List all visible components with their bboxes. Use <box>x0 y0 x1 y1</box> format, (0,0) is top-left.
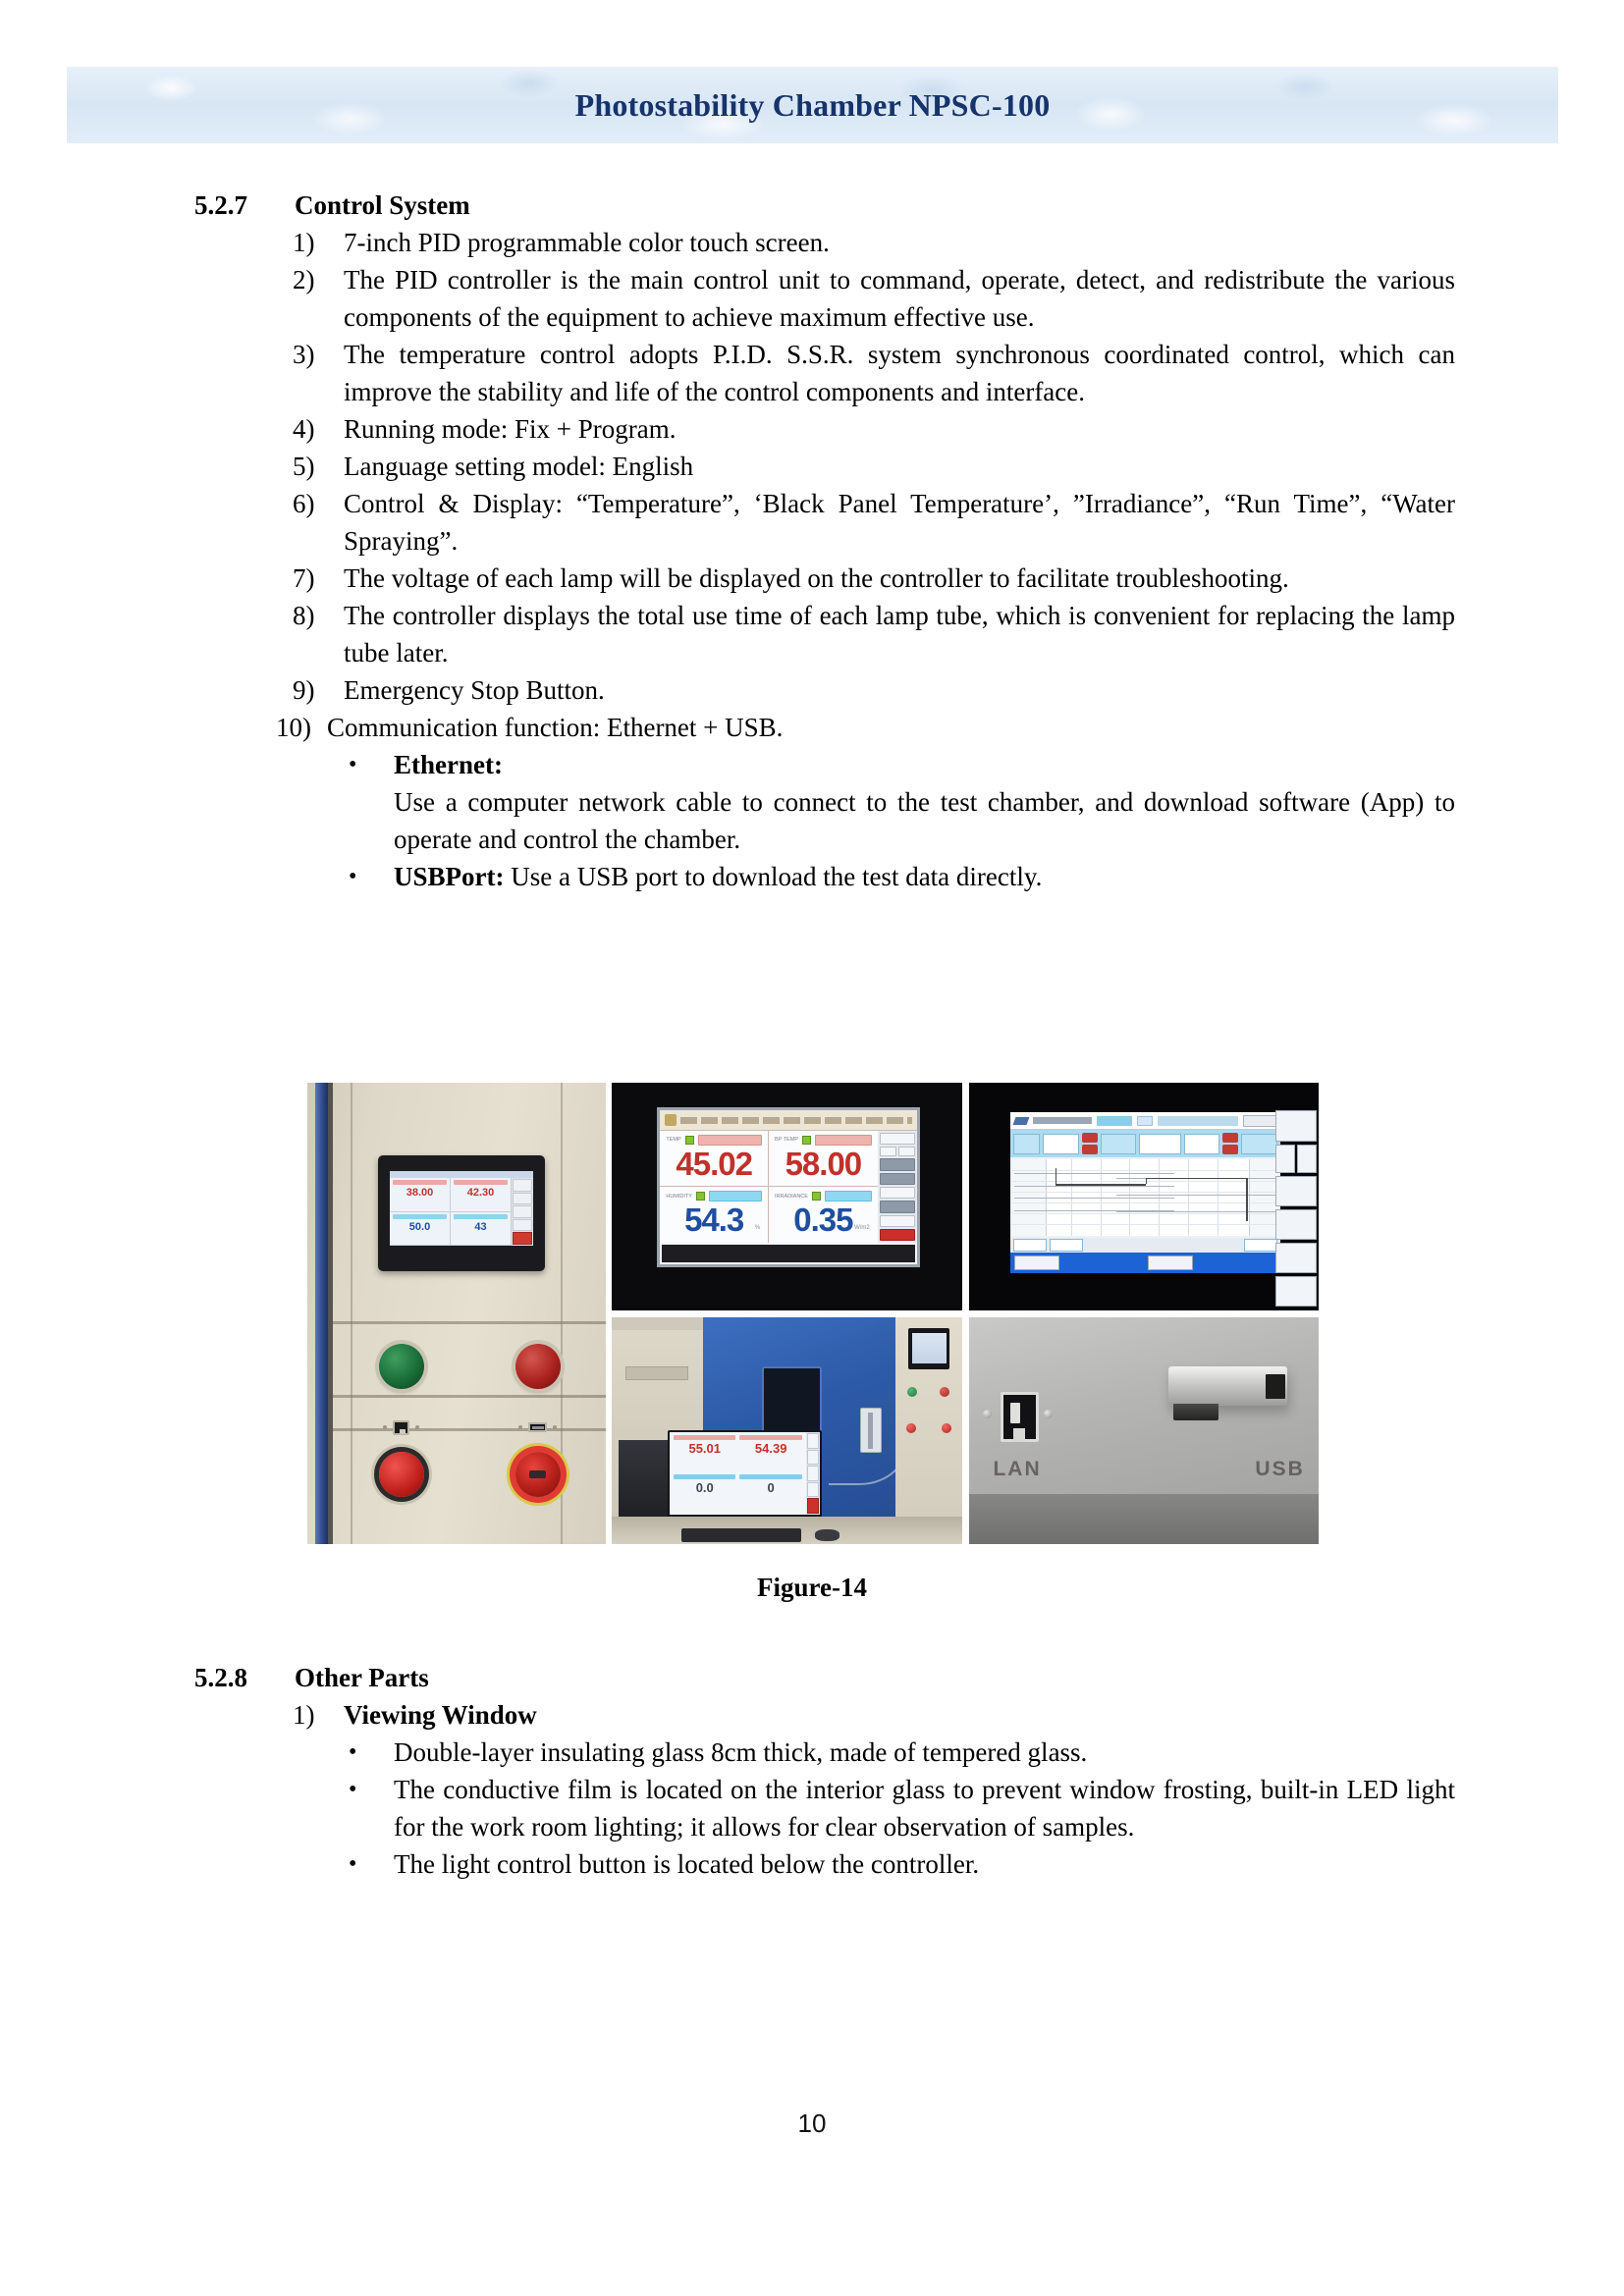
rj45-contact <box>1010 1403 1020 1423</box>
panel-touchscreen[interactable] <box>390 1171 533 1246</box>
chamber-touchscreen[interactable] <box>908 1328 949 1369</box>
mini-button[interactable] <box>513 1193 532 1205</box>
trend-footer-bar <box>1010 1238 1280 1253</box>
bullet-text <box>394 746 1455 783</box>
trend-chart-plot <box>1012 1159 1278 1236</box>
hmi-setpoint-field[interactable] <box>709 1191 762 1201</box>
chart-gridline-horizontal <box>1012 1202 1278 1203</box>
list-text: 7-inch PID programmable color touch screen. <box>344 228 830 257</box>
mini-readout-grid <box>390 1178 512 1246</box>
hmi-device-frame <box>612 1083 962 1310</box>
list-marker: 10) <box>276 713 311 742</box>
mini-setpoint-tag <box>393 1180 447 1185</box>
list-item <box>349 746 1455 783</box>
list-marker: 8) <box>293 601 315 630</box>
page-number: 10 <box>797 2109 827 2138</box>
pc-monitor-screen[interactable] <box>670 1432 820 1515</box>
photo-trend-graph-screen <box>969 1083 1320 1310</box>
pc-button-column <box>806 1432 820 1515</box>
trend-bottom-button[interactable] <box>1148 1255 1193 1270</box>
list-text: The temperature control adopts P.I.D. S.S.R. system synchronous coordinated control, which can improve the stability and life of the control components and interface. <box>344 340 1455 406</box>
mini-button[interactable] <box>513 1219 532 1232</box>
pc-readout-value: 0 <box>767 1480 775 1496</box>
trend-side-button[interactable] <box>1275 1276 1317 1307</box>
pc-setpoint-tag <box>674 1474 735 1479</box>
list-item <box>349 1845 1455 1883</box>
hmi-unit-label: W/m2 <box>854 1225 870 1232</box>
list-item <box>349 1734 1455 1771</box>
trend-refresh-icon[interactable] <box>1137 1116 1153 1126</box>
hmi-readout-label: TEMP <box>666 1137 681 1144</box>
hmi-button-column <box>878 1131 917 1244</box>
screw-icon <box>415 1425 419 1429</box>
section-number: 5.2.8 <box>194 1663 247 1692</box>
pc-readout-grid <box>670 1432 806 1515</box>
figure-caption: Figure-14 <box>757 1573 867 1602</box>
trend-device-frame <box>969 1083 1320 1310</box>
mini-readout <box>390 1178 451 1212</box>
photo-hmi-operation-screen <box>612 1083 962 1310</box>
usb-port-icon[interactable] <box>528 1422 547 1432</box>
hmi-function-button[interactable] <box>880 1215 915 1227</box>
trend-footer-button[interactable] <box>1050 1239 1083 1252</box>
photo-lan-usb-ports <box>969 1317 1320 1545</box>
hmi-nav-button-pair[interactable] <box>880 1147 915 1156</box>
trend-window-button[interactable] <box>1243 1115 1276 1127</box>
bullet-icon: • <box>349 1777 357 1802</box>
figure-row-bottom <box>612 1317 1319 1545</box>
hmi-process-value: 45.02 <box>676 1145 752 1182</box>
trend-side-button[interactable] <box>1275 1110 1317 1141</box>
mini-readout <box>390 1212 451 1247</box>
lan-rj45-port-icon[interactable] <box>1001 1392 1039 1442</box>
lan-port-icon[interactable] <box>393 1420 409 1435</box>
mini-body <box>390 1178 533 1246</box>
trend-arrow-left-button[interactable] <box>1275 1145 1295 1173</box>
status-led-icon <box>802 1136 811 1145</box>
trend-toolbar-field[interactable] <box>1241 1134 1276 1154</box>
hmi-setpoint-field[interactable] <box>815 1135 872 1146</box>
pc-tower <box>619 1440 668 1526</box>
trend-spinner-down-button[interactable] <box>1082 1145 1098 1154</box>
list-item <box>349 783 1455 858</box>
chamber-start-button[interactable] <box>907 1387 917 1397</box>
hmi-process-value: 0.35 <box>793 1201 853 1239</box>
trend-bottom-button[interactable] <box>1014 1255 1059 1270</box>
section-title: Other Parts <box>295 1663 429 1692</box>
chart-trace-segment <box>1246 1178 1248 1221</box>
trend-screen[interactable] <box>1010 1112 1280 1273</box>
chart-axis-tick <box>1116 1211 1275 1212</box>
bullet-text: The light control button is located below the controller. <box>394 1849 980 1879</box>
pc-readout-value: 55.01 <box>688 1441 722 1457</box>
mini-button[interactable] <box>513 1205 532 1218</box>
chart-trace-segment <box>1056 1168 1057 1184</box>
trend-toolbar-field[interactable] <box>1139 1134 1181 1154</box>
list-marker: 6) <box>293 489 315 518</box>
section-title: Control System <box>295 190 470 220</box>
cabinet-port-surface <box>969 1317 1320 1545</box>
cabinet-seam <box>333 1321 606 1324</box>
hmi-nav-left-button[interactable] <box>880 1147 896 1156</box>
list-item <box>293 485 1455 560</box>
list-marker: 1) <box>293 1700 315 1730</box>
trend-arrow-right-button[interactable] <box>1297 1145 1317 1173</box>
trend-spinner-group <box>1082 1133 1098 1154</box>
mouse[interactable] <box>815 1529 839 1541</box>
list-marker: 9) <box>293 675 315 705</box>
section-heading-5-2-7 <box>194 187 1624 224</box>
hmi-readout-bp-temperature <box>769 1131 878 1187</box>
hmi-readout-grid <box>660 1131 877 1244</box>
usb-port-group <box>518 1422 557 1432</box>
list-item <box>276 709 1455 746</box>
trend-toolbar-field[interactable] <box>1101 1134 1136 1154</box>
pc-side-button[interactable] <box>807 1466 819 1481</box>
screw-icon <box>983 1410 992 1418</box>
hmi-process-value: 54.3 <box>684 1201 744 1239</box>
mini-button-column[interactable] <box>512 1178 533 1246</box>
ethernet-description: Use a computer network cable to connect to the test chamber, and download software (App) to operate and control the chamber. <box>394 787 1455 854</box>
screw-icon <box>1044 1410 1053 1418</box>
trend-tab-button[interactable] <box>1097 1116 1132 1126</box>
mini-stop-button[interactable] <box>513 1232 532 1245</box>
cabinet-blue-edge <box>315 1083 328 1544</box>
pc-readout-value: 54.39 <box>754 1441 787 1457</box>
hmi-readout-label: IRRADIANCE <box>775 1193 808 1200</box>
list-item <box>293 224 1455 261</box>
trend-side-button[interactable] <box>1275 1243 1317 1273</box>
pc-readout-value: 0.0 <box>695 1480 714 1496</box>
hmi-function-button[interactable] <box>880 1173 915 1185</box>
list-text: The controller displays the total use time of each lamp tube, which is convenient for replacing the lamp tube later. <box>344 601 1455 667</box>
panel-button-row-lower <box>333 1438 606 1511</box>
chart-gridline-horizontal <box>1012 1213 1278 1214</box>
mini-readout <box>451 1178 512 1212</box>
chart-gridline-horizontal <box>1012 1170 1278 1171</box>
pc-side-button[interactable] <box>807 1482 819 1498</box>
chamber-control-panel <box>895 1317 962 1545</box>
mini-readout <box>451 1212 512 1247</box>
panel-touchscreen-bezel <box>378 1155 545 1271</box>
photo-control-panel-cabinet <box>307 1083 606 1544</box>
alarm-lamp-button[interactable] <box>379 1452 424 1497</box>
hmi-unit-label: % <box>754 1225 761 1232</box>
trend-side-button[interactable] <box>1275 1209 1317 1240</box>
pc-setpoint-tag <box>739 1435 801 1440</box>
hmi-menu-button[interactable] <box>880 1133 915 1145</box>
list-marker: 4) <box>293 414 315 444</box>
list-item <box>293 671 1455 709</box>
hmi-process-value: 58.00 <box>785 1145 862 1182</box>
hmi-readout-header <box>666 1191 762 1201</box>
hmi-readout-label: HUMIDITY <box>666 1193 692 1200</box>
bullet-icon: • <box>349 1851 357 1877</box>
pc-setpoint-tag <box>739 1474 801 1479</box>
mini-value: 42.30 <box>466 1187 495 1199</box>
list-text: Emergency Stop Button. <box>344 675 605 705</box>
mini-button[interactable] <box>513 1179 532 1192</box>
hmi-readout-humidity <box>660 1187 769 1243</box>
list-item <box>293 1696 1455 1734</box>
pc-stop-button[interactable] <box>807 1498 819 1514</box>
trend-title-fill <box>1158 1116 1238 1126</box>
hmi-status-bar <box>662 1245 914 1261</box>
lan-port-group <box>383 1420 419 1435</box>
hmi-function-button[interactable] <box>880 1201 915 1212</box>
bullet-icon: • <box>349 752 357 777</box>
pc-monitor <box>668 1430 822 1525</box>
mini-setpoint-tag <box>454 1180 508 1185</box>
chart-axis-tick <box>1014 1186 1173 1187</box>
status-led-icon <box>696 1192 705 1201</box>
chart-axis-tick <box>1014 1173 1173 1174</box>
page-header-title: Photostability Chamber NPSC-100 <box>574 86 1051 123</box>
screw-icon <box>518 1425 522 1429</box>
chart-axis-tick <box>1116 1195 1275 1196</box>
list-marker: 3) <box>293 340 315 369</box>
trend-title-text <box>1033 1117 1092 1124</box>
chart-trace-segment <box>1146 1178 1247 1180</box>
list-item <box>349 858 1455 895</box>
list-item <box>349 1771 1455 1845</box>
hmi-readout-irradiance <box>769 1187 878 1243</box>
usb-flash-drive[interactable] <box>1168 1366 1287 1405</box>
chamber-stop-button[interactable] <box>940 1387 949 1397</box>
trend-toolbar <box>1010 1130 1280 1157</box>
bullet-text: The conductive film is located on the interior glass to prevent window frosting, built-in LED light for the work room lighting; it allows for clear observation of samples. <box>394 1775 1455 1842</box>
list-item <box>293 336 1455 410</box>
chamber-emergency-button[interactable] <box>942 1423 951 1433</box>
list-item <box>293 448 1455 485</box>
list-item <box>293 560 1455 597</box>
keyboard[interactable] <box>681 1528 800 1542</box>
page-header-band <box>67 67 1558 143</box>
hmi-stop-button[interactable] <box>880 1229 915 1241</box>
lan-port-label: LAN <box>993 1458 1042 1481</box>
hmi-readout-header <box>775 1135 872 1146</box>
status-led-icon <box>685 1136 694 1145</box>
mini-value: 43 <box>474 1220 487 1233</box>
mini-value: 50.0 <box>408 1220 431 1233</box>
figure-row-top <box>612 1083 1319 1310</box>
mini-setpoint-tag <box>454 1214 508 1219</box>
hmi-logo-icon <box>665 1114 677 1126</box>
trend-spinner-up-button[interactable] <box>1082 1133 1098 1143</box>
bullet-text <box>394 858 1455 895</box>
trend-toolbar-button[interactable] <box>1013 1134 1040 1154</box>
section-heading-5-2-8 <box>194 1659 1624 1696</box>
screw-icon <box>383 1425 387 1429</box>
pc-side-button[interactable] <box>807 1433 819 1449</box>
chart-gridline-horizontal <box>1012 1192 1278 1193</box>
usb-drive-cap <box>1266 1374 1284 1399</box>
bullet-lead-label: USBPort: <box>394 862 505 891</box>
chart-gridline-horizontal <box>1012 1224 1278 1225</box>
trend-side-button[interactable] <box>1275 1176 1317 1206</box>
bullet-lead-label: Ethernet: <box>394 750 503 779</box>
list-text: Viewing Window <box>344 1700 537 1730</box>
pc-setpoint-tag <box>674 1435 735 1440</box>
list-text: Language setting model: English <box>344 452 694 481</box>
bullet-spacer <box>349 783 394 858</box>
trend-button-column <box>1273 1107 1319 1309</box>
mini-value: 38.00 <box>406 1187 434 1199</box>
pc-side-button[interactable] <box>807 1450 819 1466</box>
hmi-title-text <box>680 1117 911 1124</box>
figure-14-image-grid <box>307 1083 1319 1544</box>
list-marker: 2) <box>293 265 315 294</box>
chamber-alarm-button[interactable] <box>906 1423 916 1433</box>
chart-trace-segment <box>1056 1184 1146 1186</box>
hmi-setpoint-field[interactable] <box>698 1135 762 1146</box>
hmi-readout-label: BP TEMP <box>775 1137 798 1144</box>
chart-axis-tick <box>1014 1198 1173 1199</box>
section-number: 5.2.7 <box>194 190 247 220</box>
usbport-description: Use a USB port to download the test data directly. <box>504 862 1043 891</box>
mini-titlebar <box>390 1171 533 1178</box>
document-body-lower <box>0 1659 1624 1883</box>
power-on-button[interactable] <box>379 1344 424 1389</box>
hmi-setpoint-field[interactable] <box>825 1191 872 1201</box>
hmi-readout-temperature <box>660 1131 769 1187</box>
hmi-main-area <box>660 1131 916 1244</box>
list-text: Communication function: Ethernet + USB. <box>327 713 784 742</box>
bullet-icon: • <box>349 1739 357 1765</box>
laboratory-scene <box>612 1317 962 1545</box>
emergency-stop-button[interactable] <box>515 1452 561 1497</box>
list-item <box>293 261 1455 336</box>
hmi-nav-right-button[interactable] <box>898 1147 915 1156</box>
screw-icon <box>553 1425 557 1429</box>
control-system-list <box>0 224 1624 746</box>
hmi-readout-header <box>775 1191 872 1201</box>
trend-footer-button[interactable] <box>1013 1239 1047 1252</box>
trend-bottom-bar <box>1010 1253 1280 1273</box>
list-text: Control & Display: “Temperature”, ‘Black Panel Temperature’, ”Irradiance”, “Run Time”, “Water Spraying”. <box>344 489 1455 556</box>
other-parts-list <box>0 1696 1624 1734</box>
list-text: Running mode: Fix + Program. <box>344 414 677 444</box>
list-item <box>293 597 1455 671</box>
trend-toolbar-field[interactable] <box>1184 1134 1219 1154</box>
cabinet-lower-band <box>969 1494 1320 1544</box>
hmi-titlebar <box>660 1110 916 1130</box>
hmi-screen[interactable] <box>657 1107 919 1266</box>
photo-chamber-with-pc-monitor <box>612 1317 962 1545</box>
list-text: The voltage of each lamp will be displayed on the controller to facilitate troubleshooting. <box>344 563 1289 593</box>
hmi-function-button[interactable] <box>880 1187 915 1199</box>
list-marker: 7) <box>293 563 315 593</box>
trend-titlebar <box>1010 1112 1280 1130</box>
document-body <box>0 187 1624 895</box>
panel-button-row-upper <box>333 1330 606 1403</box>
power-off-button[interactable] <box>515 1344 561 1389</box>
status-led-icon <box>812 1192 821 1201</box>
list-marker: 1) <box>293 228 315 257</box>
viewing-window-bullets <box>0 1734 1624 1883</box>
trend-spinner-down-button[interactable] <box>1222 1145 1238 1154</box>
pen-icon <box>1013 1117 1030 1125</box>
trend-spinner-up-button[interactable] <box>1222 1133 1238 1143</box>
equipment-vent <box>625 1366 688 1380</box>
bullet-text: Double-layer insulating glass 8cm thick, made of tempered glass. <box>394 1737 1088 1767</box>
list-text: The PID controller is the main control unit to command, operate, detect, and redistribute the various components of the equipment to achieve maximum effective use. <box>344 265 1455 332</box>
figure-right-grid <box>612 1083 1319 1544</box>
list-item <box>293 410 1455 448</box>
trend-spinner-group <box>1222 1133 1238 1154</box>
mini-setpoint-tag <box>393 1214 447 1219</box>
trend-toolbar-field[interactable] <box>1043 1134 1078 1154</box>
hmi-readout-header <box>666 1135 762 1146</box>
bullet-icon: • <box>349 864 357 889</box>
trend-arrow-button-pair[interactable] <box>1275 1145 1317 1173</box>
usb-port-label: USB <box>1255 1458 1305 1481</box>
communication-sub-list <box>0 746 1624 895</box>
list-marker: 5) <box>293 452 315 481</box>
hmi-function-button[interactable] <box>880 1158 915 1170</box>
